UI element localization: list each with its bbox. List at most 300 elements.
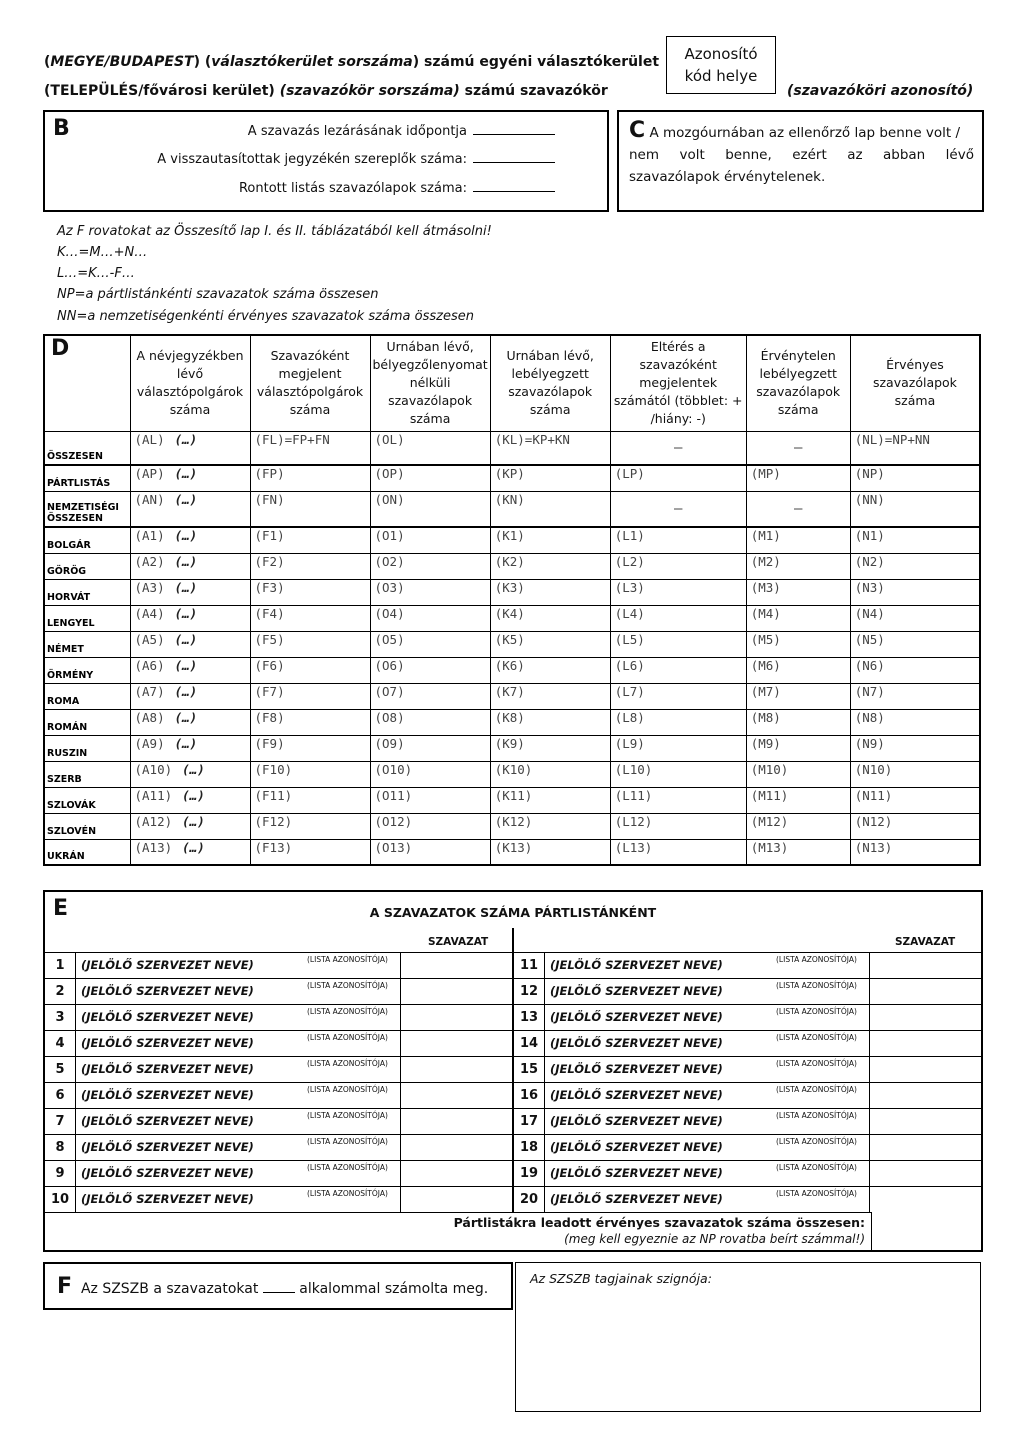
note-line-3: L…=K…-F…	[57, 266, 135, 281]
list-id-placeholder: (LISTA AZONOSÍTÓJA)	[776, 1007, 857, 1016]
party-list-row	[45, 1134, 512, 1160]
data-cell[interactable]	[610, 631, 746, 657]
data-cell[interactable]	[746, 787, 850, 813]
section-c-letter: C	[629, 118, 646, 143]
data-cell[interactable]	[850, 813, 980, 839]
data-cell[interactable]	[370, 431, 490, 465]
data-cell[interactable]	[490, 839, 610, 865]
list-id-placeholder: (LISTA AZONOSÍTÓJA)	[307, 1007, 388, 1016]
cell-code: (KL)=KP+KN	[494, 431, 570, 447]
data-cell[interactable]	[490, 787, 610, 813]
organization-name-placeholder: (JELÖLŐ SZERVEZET NEVE)	[550, 1010, 723, 1024]
vote-count-field[interactable]	[400, 1161, 513, 1186]
cell-code: (AP)	[134, 466, 165, 481]
cell-code: (L7)	[614, 683, 645, 699]
cell-code: (L9)	[614, 735, 645, 751]
cell-code: (FN)	[254, 491, 285, 507]
id-code-box	[666, 36, 776, 94]
cell-code: (M8)	[750, 709, 781, 725]
data-cell[interactable]	[370, 709, 490, 735]
cell-code: (OP)	[374, 466, 405, 481]
list-number: 16	[514, 1083, 545, 1108]
data-cell[interactable]	[610, 553, 746, 579]
list-id-placeholder: (LISTA AZONOSÍTÓJA)	[776, 1137, 857, 1146]
note-line-2: K…=M…+N…	[57, 245, 148, 260]
data-cell[interactable]	[850, 839, 980, 865]
vote-count-field[interactable]	[869, 1187, 982, 1212]
na-cell[interactable]	[746, 491, 850, 527]
table-row	[44, 813, 980, 839]
cell-code: (O10)	[374, 761, 413, 777]
total-note: (meg kell egyeznie az NP rovatba beírt számmal!)	[564, 1232, 865, 1246]
section-c-box	[617, 110, 984, 212]
data-cell[interactable]	[850, 465, 980, 491]
list-number: 7	[45, 1109, 76, 1134]
cell-code: (F7)	[254, 683, 285, 699]
vote-count-field[interactable]	[400, 979, 513, 1004]
party-list-row	[514, 1056, 981, 1082]
data-cell[interactable]	[490, 683, 610, 709]
party-list-row	[514, 1030, 981, 1056]
data-cell[interactable]	[610, 787, 746, 813]
party-list-row	[514, 1186, 981, 1212]
list-number: 11	[514, 953, 545, 978]
row-label: PÁRTLISTÁS	[44, 465, 130, 491]
data-cell[interactable]	[746, 735, 850, 761]
data-cell[interactable]	[130, 605, 250, 631]
data-cell[interactable]	[250, 839, 370, 865]
data-cell[interactable]	[370, 553, 490, 579]
dash-mark: —	[673, 439, 683, 456]
rejected-count-blank[interactable]	[473, 162, 555, 163]
cell-code: (A4)	[134, 605, 165, 621]
data-cell[interactable]	[610, 605, 746, 631]
organization-name-placeholder: (JELÖLŐ SZERVEZET NEVE)	[81, 1114, 254, 1128]
data-cell[interactable]	[490, 431, 610, 465]
vote-count-field[interactable]	[400, 1135, 513, 1160]
closing-time-line	[248, 124, 555, 139]
section-c-line-3: szavazólapok érvénytelenek.	[629, 169, 826, 185]
cell-code: (L13)	[614, 839, 653, 855]
cell-code: (A13)	[134, 839, 173, 855]
cell-code: (ON)	[374, 491, 405, 507]
cell-code: (L11)	[614, 787, 653, 803]
ellipsis-placeholder: (…)	[174, 735, 198, 751]
cell-code: (N2)	[854, 553, 885, 569]
organization-name-placeholder: (JELÖLŐ SZERVEZET NEVE)	[81, 1036, 254, 1050]
cell-code: (M1)	[750, 528, 781, 543]
table-row	[44, 527, 980, 553]
header-invalid-ballots: Érvénytelen lebélyegzett szavazólapok száma	[746, 335, 850, 431]
data-cell[interactable]	[130, 761, 250, 787]
section-d-table	[43, 334, 981, 866]
cell-code: (A8)	[134, 709, 165, 725]
cell-code: (F12)	[254, 813, 293, 829]
data-cell[interactable]	[130, 553, 250, 579]
section-f-text	[57, 1274, 488, 1299]
section-f-box	[43, 1262, 513, 1310]
header-difference: Eltérés a szavazóként megjelentek számától (többlet: + /hiány: -)	[610, 335, 746, 431]
data-cell[interactable]	[490, 605, 610, 631]
header-appeared-voters: Szavazóként megjelent választópolgárok száma	[250, 335, 370, 431]
data-cell[interactable]	[130, 527, 250, 553]
header-line-1-suffix: számú egyéni választókerület	[419, 54, 660, 70]
data-cell[interactable]	[850, 709, 980, 735]
data-cell[interactable]	[370, 839, 490, 865]
data-cell[interactable]	[250, 683, 370, 709]
data-cell[interactable]	[370, 813, 490, 839]
data-cell[interactable]	[490, 761, 610, 787]
data-cell[interactable]	[850, 491, 980, 527]
list-id-placeholder: (LISTA AZONOSÍTÓJA)	[776, 1111, 857, 1120]
data-cell[interactable]	[250, 631, 370, 657]
table-row	[44, 683, 980, 709]
data-cell[interactable]	[850, 579, 980, 605]
ellipsis-placeholder: (…)	[174, 553, 198, 569]
data-cell[interactable]	[130, 683, 250, 709]
row-label: NÉMET	[44, 631, 130, 657]
table-row	[44, 761, 980, 787]
cell-code: (LP)	[614, 466, 645, 481]
cell-code: (F10)	[254, 761, 293, 777]
cell-code: (N9)	[854, 735, 885, 751]
data-cell[interactable]	[250, 657, 370, 683]
data-cell[interactable]	[130, 491, 250, 527]
ellipsis-placeholder: (…)	[174, 683, 198, 699]
data-cell[interactable]	[490, 579, 610, 605]
total-votes-field[interactable]	[872, 1213, 981, 1250]
cell-code: (K5)	[494, 631, 525, 647]
data-cell[interactable]	[610, 839, 746, 865]
closing-time-blank[interactable]	[473, 134, 555, 135]
cell-code: (N3)	[854, 579, 885, 595]
data-cell[interactable]	[130, 579, 250, 605]
data-cell[interactable]	[850, 553, 980, 579]
organization-name-placeholder: (JELÖLŐ SZERVEZET NEVE)	[550, 1062, 723, 1076]
data-cell[interactable]	[610, 657, 746, 683]
list-id-placeholder: (LISTA AZONOSÍTÓJA)	[776, 1059, 857, 1068]
data-cell[interactable]	[610, 527, 746, 553]
data-cell[interactable]	[370, 787, 490, 813]
cell-code: (F1)	[254, 528, 285, 543]
section-d-letter-cell	[44, 335, 130, 431]
data-cell[interactable]	[610, 735, 746, 761]
data-cell[interactable]	[610, 709, 746, 735]
cell-code: (K11)	[494, 787, 533, 803]
cell-code: (F5)	[254, 631, 285, 647]
data-cell[interactable]	[250, 605, 370, 631]
vote-count-field[interactable]	[400, 1005, 513, 1030]
vote-count-field[interactable]	[400, 1031, 513, 1056]
data-cell[interactable]	[746, 839, 850, 865]
vote-count-field[interactable]	[400, 1109, 513, 1134]
cell-code: (K4)	[494, 605, 525, 621]
na-cell[interactable]	[746, 431, 850, 465]
vote-count-field[interactable]	[869, 1083, 982, 1108]
data-cell[interactable]	[370, 605, 490, 631]
data-cell[interactable]	[850, 657, 980, 683]
cell-code: (F8)	[254, 709, 285, 725]
party-list-row	[45, 1004, 512, 1030]
cell-code: (M4)	[750, 605, 781, 621]
data-cell[interactable]	[250, 761, 370, 787]
rejected-count-label: A visszautasítottak jegyzékén szereplők száma:	[157, 152, 467, 167]
vote-count-field[interactable]	[869, 1161, 982, 1186]
party-list-row	[514, 978, 981, 1004]
section-e-box	[43, 890, 983, 1252]
ellipsis-placeholder: (…)	[174, 431, 198, 447]
data-cell[interactable]	[746, 465, 850, 491]
header-line-2-suffix: számú szavazókör	[459, 83, 608, 99]
data-cell[interactable]	[610, 465, 746, 491]
organization-name-placeholder: (JELÖLŐ SZERVEZET NEVE)	[81, 1010, 254, 1024]
data-cell[interactable]	[850, 631, 980, 657]
data-cell[interactable]	[370, 657, 490, 683]
cell-code: (O9)	[374, 735, 405, 751]
data-cell[interactable]	[250, 527, 370, 553]
party-list-row	[514, 1108, 981, 1134]
settlement-placeholder: (TELEPÜLÉS/fővárosi kerület)	[44, 83, 280, 99]
cell-code: (M11)	[750, 787, 789, 803]
vote-count-field[interactable]	[869, 1109, 982, 1134]
rejected-count-line	[157, 152, 555, 167]
vote-count-field[interactable]	[400, 1083, 513, 1108]
cell-code: (KN)	[494, 491, 525, 507]
cell-code: (K6)	[494, 657, 525, 673]
data-cell[interactable]	[850, 431, 980, 465]
party-list-row	[45, 952, 512, 978]
vote-count-field[interactable]	[400, 1187, 513, 1212]
table-row	[44, 709, 980, 735]
data-cell[interactable]	[370, 735, 490, 761]
data-cell[interactable]	[490, 491, 610, 527]
list-number: 6	[45, 1083, 76, 1108]
cell-code: (F6)	[254, 657, 285, 673]
vote-count-field[interactable]	[869, 1057, 982, 1082]
organization-name-placeholder: (JELÖLŐ SZERVEZET NEVE)	[81, 1140, 254, 1154]
table-row	[44, 605, 980, 631]
list-number: 18	[514, 1135, 545, 1160]
cell-code: (L5)	[614, 631, 645, 647]
header-valid-ballots: Érvényes szavazólapok száma	[850, 335, 980, 431]
row-label: ÖRMÉNY	[44, 657, 130, 683]
vote-count-field[interactable]	[869, 1005, 982, 1030]
data-cell[interactable]	[130, 813, 250, 839]
data-cell[interactable]	[130, 631, 250, 657]
data-cell[interactable]	[610, 761, 746, 787]
data-cell[interactable]	[130, 465, 250, 491]
party-list-row	[514, 1134, 981, 1160]
list-id-placeholder: (LISTA AZONOSÍTÓJA)	[307, 1189, 388, 1198]
list-number: 13	[514, 1005, 545, 1030]
list-id-placeholder: (LISTA AZONOSÍTÓJA)	[307, 1111, 388, 1120]
party-list-row	[45, 1186, 512, 1212]
total-top-rule	[45, 1212, 871, 1213]
cell-code: (M5)	[750, 631, 781, 647]
cell-code: (N1)	[854, 528, 885, 543]
row-label: RUSZIN	[44, 735, 130, 761]
section-f-after: alkalommal számolta meg.	[299, 1281, 489, 1297]
list-id-placeholder: (LISTA AZONOSÍTÓJA)	[776, 955, 857, 964]
cell-code: (K13)	[494, 839, 533, 855]
cell-code: (A3)	[134, 579, 165, 595]
data-cell[interactable]	[490, 657, 610, 683]
data-cell[interactable]	[746, 631, 850, 657]
data-cell[interactable]	[746, 553, 850, 579]
data-cell[interactable]	[746, 813, 850, 839]
table-row	[44, 431, 980, 465]
data-cell[interactable]	[490, 527, 610, 553]
row-label: ROMA	[44, 683, 130, 709]
count-times-blank[interactable]	[263, 1292, 295, 1293]
data-cell[interactable]	[130, 787, 250, 813]
data-cell[interactable]	[610, 683, 746, 709]
row-label: HORVÁT	[44, 579, 130, 605]
ellipsis-placeholder: (…)	[174, 491, 198, 507]
data-cell[interactable]	[250, 735, 370, 761]
data-cell[interactable]	[490, 735, 610, 761]
left-vote-header: SZAVAZAT	[428, 936, 489, 948]
data-cell[interactable]	[850, 787, 980, 813]
list-number: 10	[45, 1187, 76, 1212]
header-line-1: (MEGYE/BUDAPEST) (választókerület sorszáma) számú egyéni választókerület	[44, 54, 660, 70]
party-list-row	[45, 978, 512, 1004]
list-id-placeholder: (LISTA AZONOSÍTÓJA)	[307, 1137, 388, 1146]
cell-code: (O6)	[374, 657, 405, 673]
table-row	[44, 579, 980, 605]
cell-code: (O8)	[374, 709, 405, 725]
right-vote-header: SZAVAZAT	[895, 936, 956, 948]
data-cell[interactable]	[250, 465, 370, 491]
data-cell[interactable]	[370, 465, 490, 491]
cell-code: (L6)	[614, 657, 645, 673]
cell-code: (L8)	[614, 709, 645, 725]
organization-name-placeholder: (JELÖLŐ SZERVEZET NEVE)	[550, 984, 723, 998]
data-cell[interactable]	[130, 735, 250, 761]
data-cell[interactable]	[850, 605, 980, 631]
list-number: 3	[45, 1005, 76, 1030]
data-cell[interactable]	[370, 527, 490, 553]
cell-code: (NP)	[854, 466, 885, 481]
note-line-5: NN=a nemzetiségenkénti érvényes szavazatok száma összesen	[57, 309, 474, 324]
party-list-row	[45, 1082, 512, 1108]
list-number: 20	[514, 1187, 545, 1212]
data-cell[interactable]	[250, 491, 370, 527]
vote-count-field[interactable]	[869, 979, 982, 1004]
signature-box[interactable]	[515, 1262, 981, 1412]
ellipsis-placeholder: (…)	[182, 761, 205, 777]
cell-code: (K7)	[494, 683, 525, 699]
data-cell[interactable]	[490, 709, 610, 735]
vote-count-field[interactable]	[400, 953, 513, 978]
note-line-4: NP=a pártlistánkénti szavazatok száma összesen	[57, 287, 379, 302]
list-id-placeholder: (LISTA AZONOSÍTÓJA)	[307, 1085, 388, 1094]
cell-code: (F3)	[254, 579, 285, 595]
cell-code: (L4)	[614, 605, 645, 621]
data-cell[interactable]	[250, 579, 370, 605]
data-cell[interactable]	[130, 709, 250, 735]
data-cell[interactable]	[370, 683, 490, 709]
organization-name-placeholder: (JELÖLŐ SZERVEZET NEVE)	[550, 1192, 723, 1206]
cell-code: (N13)	[854, 839, 893, 855]
data-cell[interactable]	[490, 553, 610, 579]
data-cell[interactable]	[850, 683, 980, 709]
data-cell[interactable]	[370, 579, 490, 605]
party-list-row	[45, 1030, 512, 1056]
data-cell[interactable]	[610, 579, 746, 605]
cell-code: (L2)	[614, 553, 645, 569]
data-cell[interactable]	[850, 761, 980, 787]
data-cell[interactable]	[130, 431, 250, 465]
data-cell[interactable]	[610, 813, 746, 839]
vote-count-field[interactable]	[869, 953, 982, 978]
data-cell[interactable]	[370, 761, 490, 787]
data-cell[interactable]	[746, 527, 850, 553]
data-cell[interactable]	[490, 813, 610, 839]
data-cell[interactable]	[490, 465, 610, 491]
data-cell[interactable]	[370, 631, 490, 657]
list-number: 15	[514, 1057, 545, 1082]
data-cell[interactable]	[250, 787, 370, 813]
spoiled-ballots-blank[interactable]	[473, 191, 555, 192]
na-cell[interactable]	[610, 491, 746, 527]
list-number: 2	[45, 979, 76, 1004]
id-code-line-1: Azonosító	[684, 45, 758, 63]
data-cell[interactable]	[850, 735, 980, 761]
list-id-placeholder: (LISTA AZONOSÍTÓJA)	[307, 955, 388, 964]
vote-count-field[interactable]	[400, 1057, 513, 1082]
district-number-placeholder: választókerület sorszáma	[211, 54, 413, 70]
data-cell[interactable]	[746, 761, 850, 787]
data-cell[interactable]	[250, 709, 370, 735]
data-cell[interactable]	[370, 491, 490, 527]
table-row	[44, 631, 980, 657]
vote-count-field[interactable]	[869, 1135, 982, 1160]
data-cell[interactable]	[490, 631, 610, 657]
row-label: ÖSSZESEN	[44, 431, 130, 465]
data-cell[interactable]	[746, 683, 850, 709]
ellipsis-placeholder: (…)	[174, 579, 198, 595]
cell-code: (A11)	[134, 787, 173, 803]
cell-code: (N5)	[854, 631, 885, 647]
data-cell[interactable]	[250, 813, 370, 839]
data-cell[interactable]	[746, 605, 850, 631]
data-cell[interactable]	[130, 657, 250, 683]
cell-code: (OL)	[374, 431, 405, 447]
section-f-before: Az SZSZB a szavazatokat	[80, 1281, 259, 1297]
organization-name-placeholder: (JELÖLŐ SZERVEZET NEVE)	[81, 1062, 254, 1076]
cell-code: (M7)	[750, 683, 781, 699]
cell-code: (K12)	[494, 813, 533, 829]
data-cell[interactable]	[850, 527, 980, 553]
cell-code: (A5)	[134, 631, 165, 647]
data-cell[interactable]	[746, 579, 850, 605]
cell-code: (A9)	[134, 735, 165, 751]
data-cell[interactable]	[746, 657, 850, 683]
cell-code: (A1)	[134, 528, 165, 543]
cell-code: (M10)	[750, 761, 789, 777]
table-row	[44, 787, 980, 813]
data-cell[interactable]	[250, 553, 370, 579]
data-cell[interactable]	[746, 709, 850, 735]
cell-code: (N12)	[854, 813, 893, 829]
data-cell[interactable]	[130, 839, 250, 865]
row-label: BOLGÁR	[44, 527, 130, 553]
vote-count-field[interactable]	[869, 1031, 982, 1056]
ellipsis-placeholder: (…)	[174, 528, 198, 543]
na-cell[interactable]	[610, 431, 746, 465]
data-cell[interactable]	[250, 431, 370, 465]
